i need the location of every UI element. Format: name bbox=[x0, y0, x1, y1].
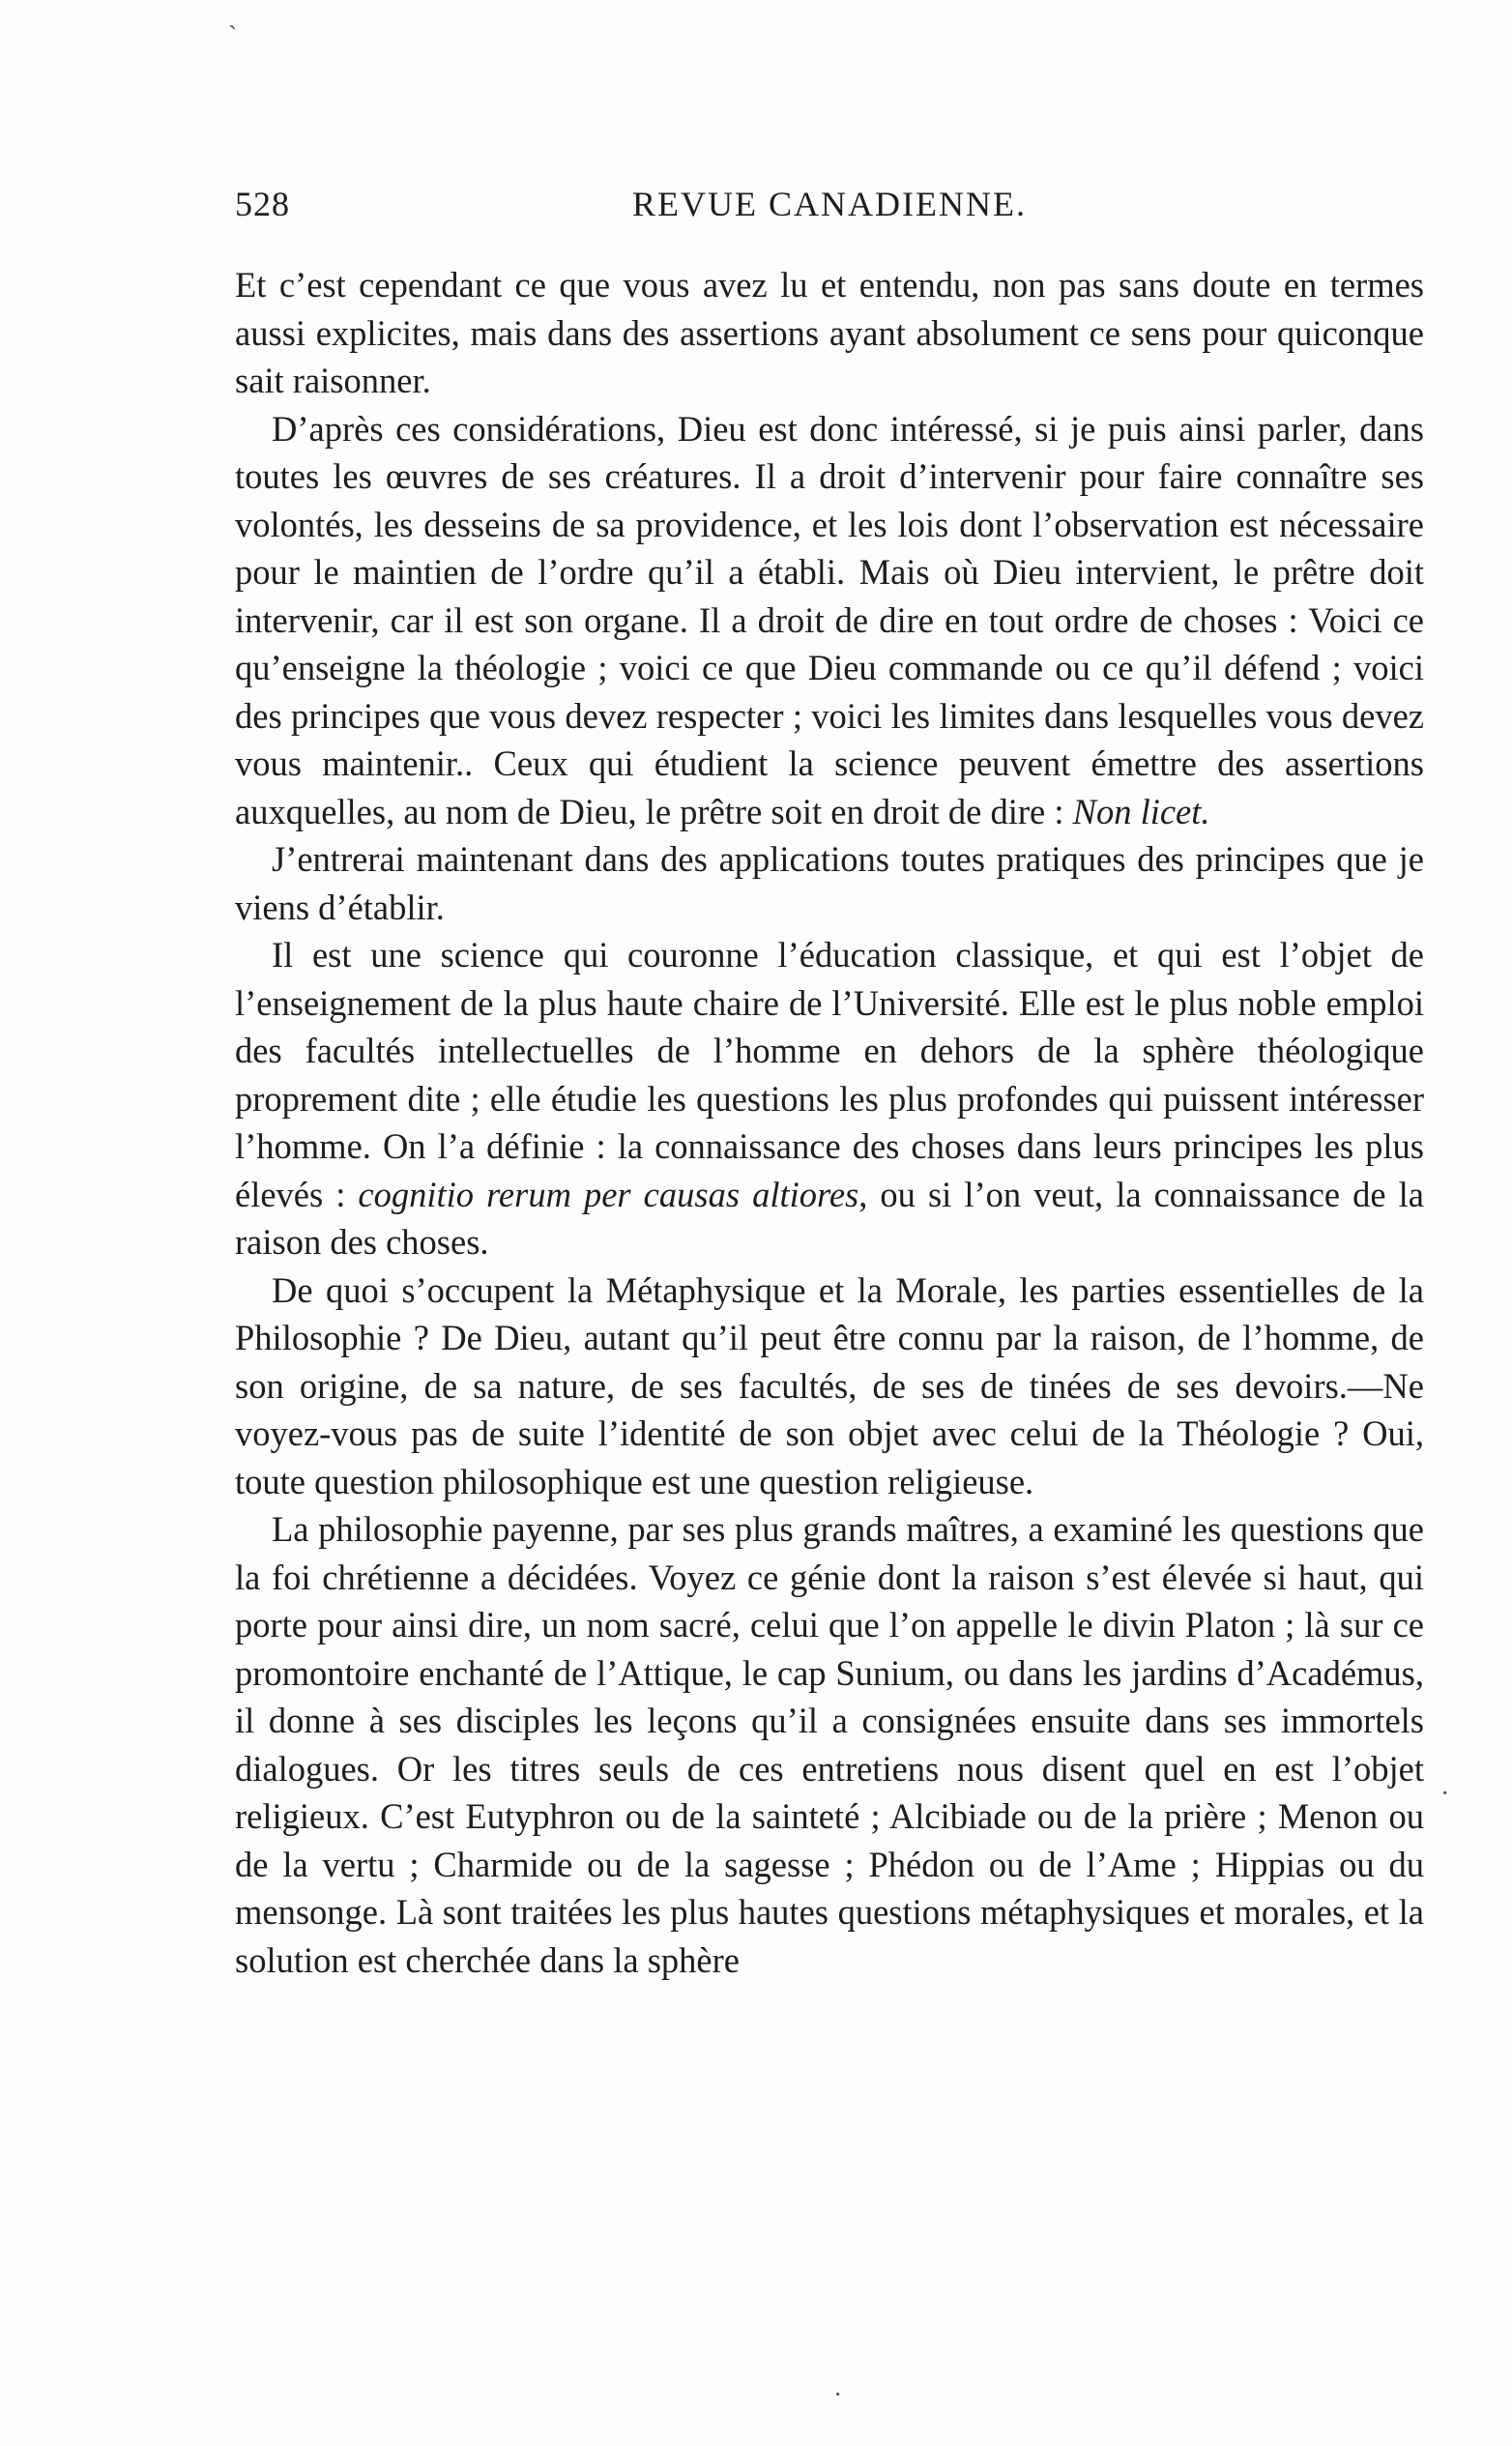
latin-phrase-cognitio: cognitio rerum per causas altiores bbox=[358, 1174, 859, 1214]
paragraph-4 bbox=[235, 931, 1424, 1267]
body-text bbox=[235, 261, 1424, 1984]
paragraph-5 bbox=[235, 1267, 1424, 1506]
running-title: REVUE CANADIENNE. bbox=[632, 185, 1027, 223]
page-header bbox=[235, 184, 1424, 238]
scan-speck: · bbox=[833, 2380, 843, 2410]
page-number: 528 bbox=[235, 185, 290, 223]
scan-speck: ˋ bbox=[228, 21, 238, 51]
paragraph-3 bbox=[235, 835, 1424, 931]
paragraph-6 bbox=[235, 1505, 1424, 1984]
paragraph-1-text: Et c’est cependant ce que vous avez lu et entendu, non pas sans doute en termes aussi explicites, mais dans des assertions ayant absolument ce sens pour quiconque sait raisonner. bbox=[235, 265, 1424, 400]
paragraph-4-text: Il est une science qui couronne l’éducation classique, et qui est l’objet de l’enseignement de la plus haute chaire de l’Université. Elle est le plus noble emploi des facultés intellectuelles de l’homme en dehors de la sphère théologique proprement dite ; elle étudie les questions les plus profondes qui puissent intéresser l’homme. On l’a définie : la connaissance des choses dans leurs principes les plus élevés : bbox=[235, 935, 1424, 1214]
scan-speck: · bbox=[1440, 1779, 1450, 1809]
paragraph-4-text-end: , ou si l’on veut, la connaissance de la raison des choses. bbox=[235, 1174, 1424, 1262]
paragraph-1 bbox=[235, 261, 1424, 405]
latin-phrase-non-licet: Non licet. bbox=[1072, 791, 1210, 831]
paragraph-2-text: D’après ces considérations, Dieu est donc intéressé, si je puis ainsi parler, dans toutes les œuvres de ses créatures. Il a droit d’intervenir pour faire connaître ses volontés, les desseins de sa providence, et les lois dont l’observation est nécessaire pour le maintien de l’ordre qu’il a établi. Mais où Dieu intervient, le prêtre doit intervenir, car il est son organe. Il a droit de dire en tout ordre de choses : Voici ce qu’enseigne la théologie ; voici ce que Dieu commande ou ce qu’il défend ; voici des principes que vous devez respecter ; voici les limites dans lesquelles vous devez vous maintenir.. Ceux qui étudient la science peuvent émettre des assertions auxquelles, au nom de Dieu, le prêtre soit en droit de dire : bbox=[235, 408, 1424, 831]
paragraph-5-text: De quoi s’occupent la Métaphysique et la Morale, les parties essentielles de la Philosophie ? De Dieu, autant qu’il peut être connu par la raison, de l’homme, de son origine, de sa nature, de ses facultés, de ses de tinées de ses devoirs.—Ne voyez-vous pas de suite l’identité de son objet avec celui de la Théologie ? Oui, toute question philosophique est une question religieuse. bbox=[235, 1269, 1424, 1501]
paragraph-2 bbox=[235, 405, 1424, 836]
paragraph-6-text: La philosophie payenne, par ses plus grands maîtres, a examiné les questions que la foi chrétienne a décidées. Voyez ce génie dont la raison s’est élevée si haut, qui porte pour ainsi dire, un nom sacré, celui que l’on appelle le divin Platon ; là sur ce promontoire enchanté de l’Attique, le cap Sunium, ou dans les jardins d’Académus, il donne à ses disciples les leçons qu’il a consignées ensuite dans ses immortels dialogues. Or les titres seuls de ces entretiens nous disent quel en est l’objet religieux. C’est Eutyphron ou de la sainteté ; Alcibiade ou de la prière ; Menon ou de la vertu ; Charmide ou de la sagesse ; Phédon ou de l’Ame ; Hippias ou du mensonge. Là sont traitées les plus hautes questions métaphysiques et morales, et la solution est cherchée dans la sphère bbox=[235, 1509, 1424, 1980]
paragraph-3-text: J’entrerai maintenant dans des applications toutes pratiques des principes que je viens d’établir. bbox=[235, 839, 1424, 927]
